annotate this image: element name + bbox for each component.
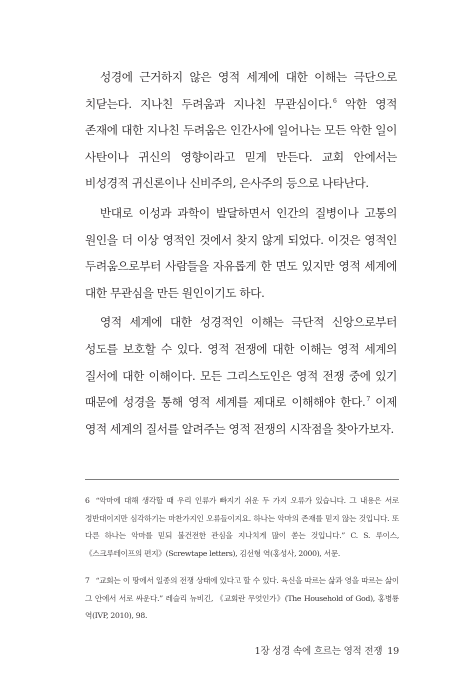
paragraph-1 (85, 64, 397, 197)
footnote-6 (85, 492, 399, 562)
paragraph-text: 성경에 근거하지 않은 영적 세계에 대한 이해는 극단으로 치닫는다. 지나친 두려움과 지나친 무관심이다. (85, 70, 397, 111)
footnote-number: 6 (85, 496, 90, 505)
footnote-number: 7 (85, 576, 90, 585)
footnote-divider (85, 479, 399, 480)
footnote-marker: 6 (333, 97, 337, 105)
running-footer (255, 643, 399, 657)
footnote-marker: 7 (366, 396, 370, 404)
paragraph-text: 반대로 이성과 과학이 발달하면서 인간의 질병이나 고통의 원인을 더 이상 영적인 것에서 찾지 않게 되었다. 이것은 영적인 두려움으로부터 사람들을 자유롭게 한 면도 있지만 영적 세계에 대한 무관심을 만든 원인이기도 하다. (85, 205, 397, 300)
paragraph-text-continued: 악한 영적 존재에 대한 지나친 두려움은 인간사에 일어나는 모든 악한 일이 사탄이나 귀신의 영향이라고 믿게 만든다. 교회 안에서는 비성경적 귀신론이나 신비주의, 은사주의 등으로 나타난다. (85, 96, 398, 191)
page-number: 19 (387, 646, 399, 657)
paragraph-text-continued: 이제 영적 세계의 질서를 알려주는 영적 전쟁의 시작점을 찾아가보자. (85, 395, 398, 436)
footnote-text: “악마에 대해 생각할 때 우리 인류가 빠지기 쉬운 두 가지 오류가 있습니다. 그 내용은 서로 정반대이지만 심각하기는 마찬가지인 오류들이지요. 하나는 악마의 존재를 믿지 않는 것입니다. 또 다른 하나는 악마를 믿되 불건전한 관심을 지나치게 많이 쏟는 것입니다.” C. S. 루이스, 《스크루테이프의 편지》(Screwtape letters), 김선형 역(홍성사, 2000), 서문. (85, 496, 399, 558)
paragraph-text: 영적 세계에 대한 성경적인 이해는 극단적 신앙으로부터 성도를 보호할 수 있다. 영적 전쟁에 대한 이해는 영적 세계의 질서에 대한 이해이다. 모든 그리스도인은 영적 전쟁 중에 있기 때문에 성경을 통해 영적 세계를 제대로 이해해야 한다. (85, 315, 397, 410)
footnotes (85, 492, 399, 625)
footnote-text: “교회는 이 땅에서 일종의 전쟁 상태에 있다고 할 수 있다. 육신을 따르는 삶과 영을 따르는 삶이 그 안에서 서로 싸운다.” 레슬리 뉴비긴, 《교회란 무엇인가》(The Household of God), 홍병룡 역(IVP, 2010), 98. (85, 576, 399, 620)
paragraph-3 (85, 309, 397, 442)
footnote-7 (85, 572, 399, 625)
main-text (85, 64, 397, 442)
paragraph-2 (85, 200, 397, 306)
chapter-title: 1장 성경 속에 흐르는 영적 전쟁 (254, 646, 383, 657)
